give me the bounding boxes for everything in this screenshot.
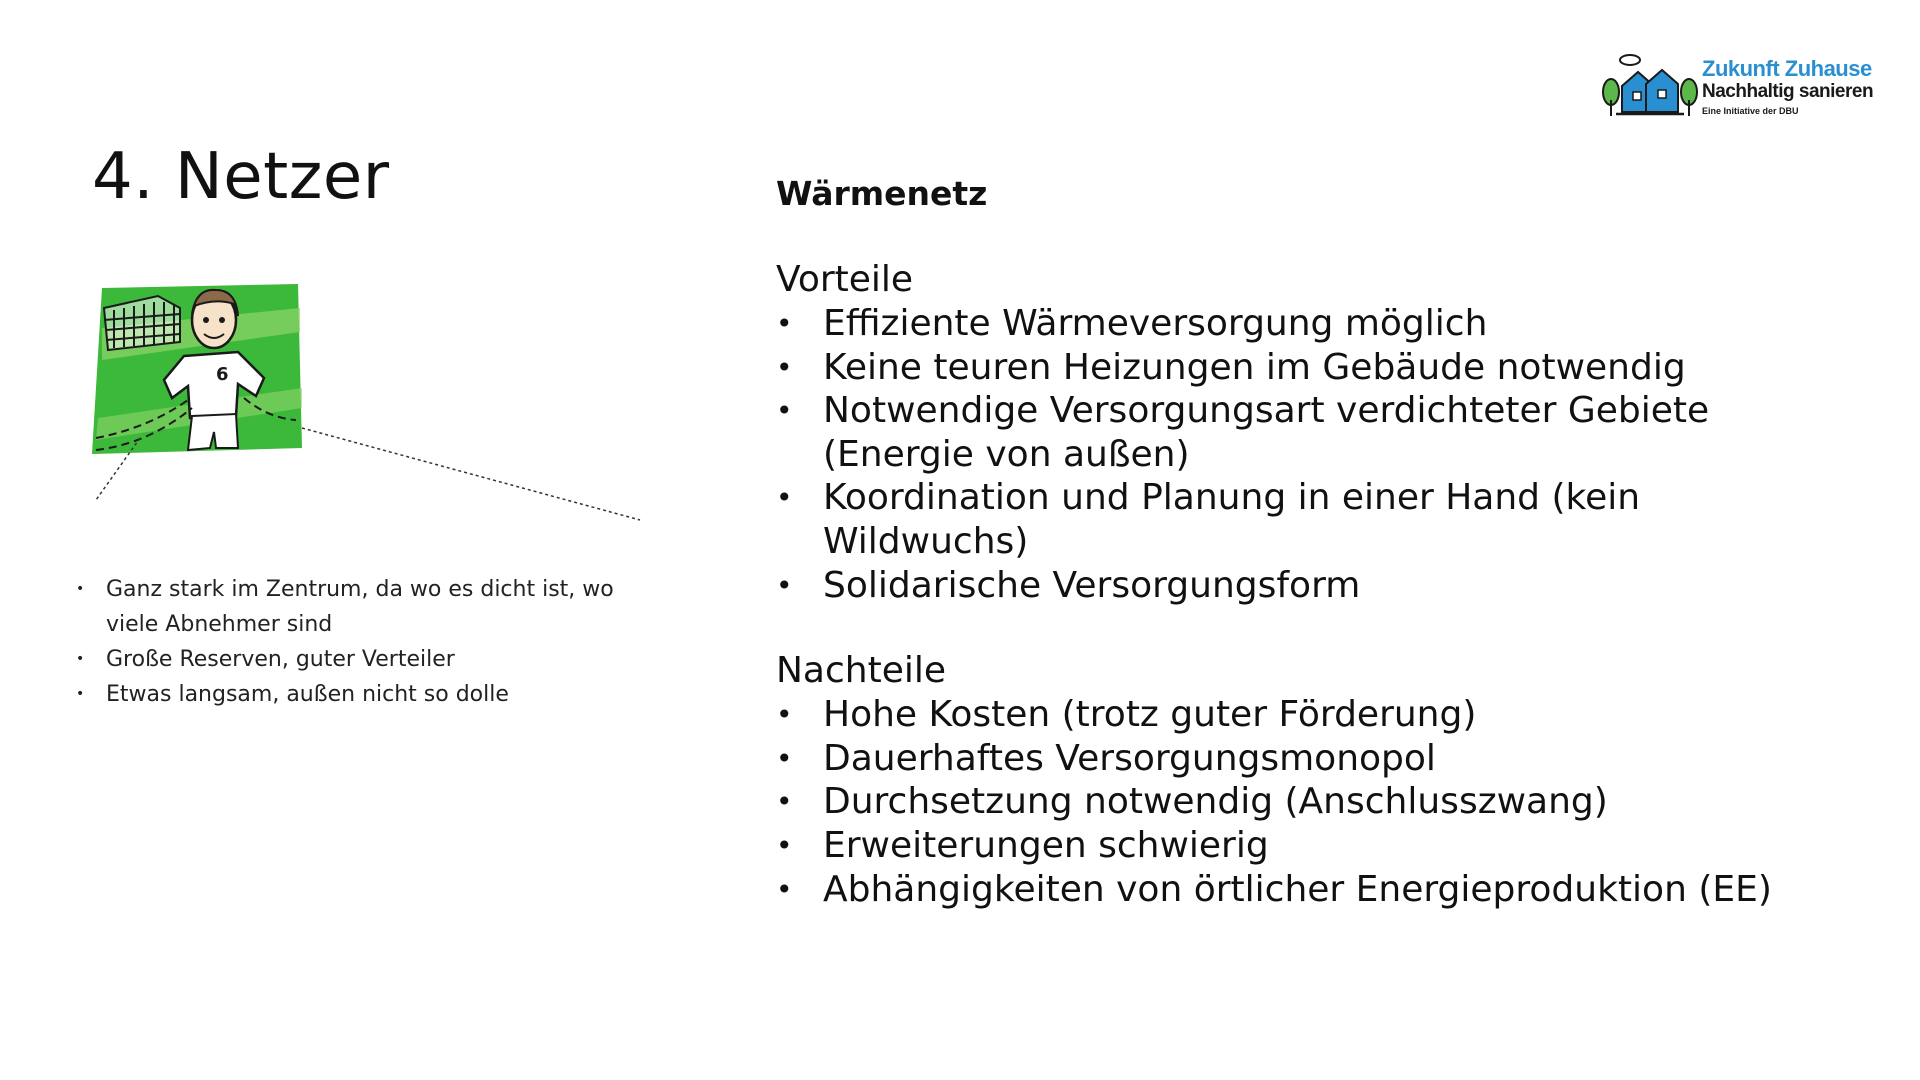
logo-subtitle: Nachhaltig sanieren	[1702, 81, 1874, 102]
logo-tagline: Eine Initiative der DBU	[1702, 106, 1799, 116]
slide-title: 4. Netzer	[92, 140, 390, 214]
disadvantages-list	[776, 693, 1836, 911]
list-item: • Abhängigkeiten von örtlicher Energieproduktion (EE)	[776, 868, 1836, 912]
football-player-net-icon	[88, 268, 648, 528]
list-item: • Große Reserven, guter Verteiler	[76, 642, 636, 677]
list-item: • Effiziente Wärmeversorgung möglich	[776, 302, 1836, 346]
list-item: • Keine teuren Heizungen im Gebäude notwendig	[776, 346, 1836, 390]
player-description-list	[76, 572, 636, 712]
list-item: • Erweiterungen schwierig	[776, 824, 1836, 868]
list-item: • Durchsetzung notwendig (Anschlusszwang)	[776, 780, 1836, 824]
list-item: • Dauerhaftes Versorgungsmonopol	[776, 737, 1836, 781]
houses-trees-logo-icon	[1600, 50, 1700, 120]
list-item: • Etwas langsam, außen nicht so dolle	[76, 677, 636, 712]
disadvantages-label: Nachteile	[776, 650, 947, 692]
list-item: • Koordination und Planung in einer Hand (kein Wildwuchs)	[776, 476, 1836, 563]
list-item: • Notwendige Versorgungsart verdichteter Gebiete (Energie von außen)	[776, 389, 1836, 476]
list-item: • Hohe Kosten (trotz guter Förderung)	[776, 693, 1836, 737]
section-heading: Wärmenetz	[776, 174, 988, 213]
list-item: • Solidarische Versorgungsform	[776, 564, 1836, 608]
shirt-number: 6	[216, 364, 229, 385]
zukunft-zuhause-logo	[1600, 50, 1874, 128]
logo-title: Zukunft Zuhause	[1702, 56, 1872, 81]
advantages-list	[776, 302, 1836, 607]
advantages-label: Vorteile	[776, 259, 914, 300]
list-item: • Ganz stark im Zentrum, da wo es dicht ist, wo viele Abnehmer sind	[76, 572, 636, 642]
waermenetz-section	[776, 172, 1836, 911]
